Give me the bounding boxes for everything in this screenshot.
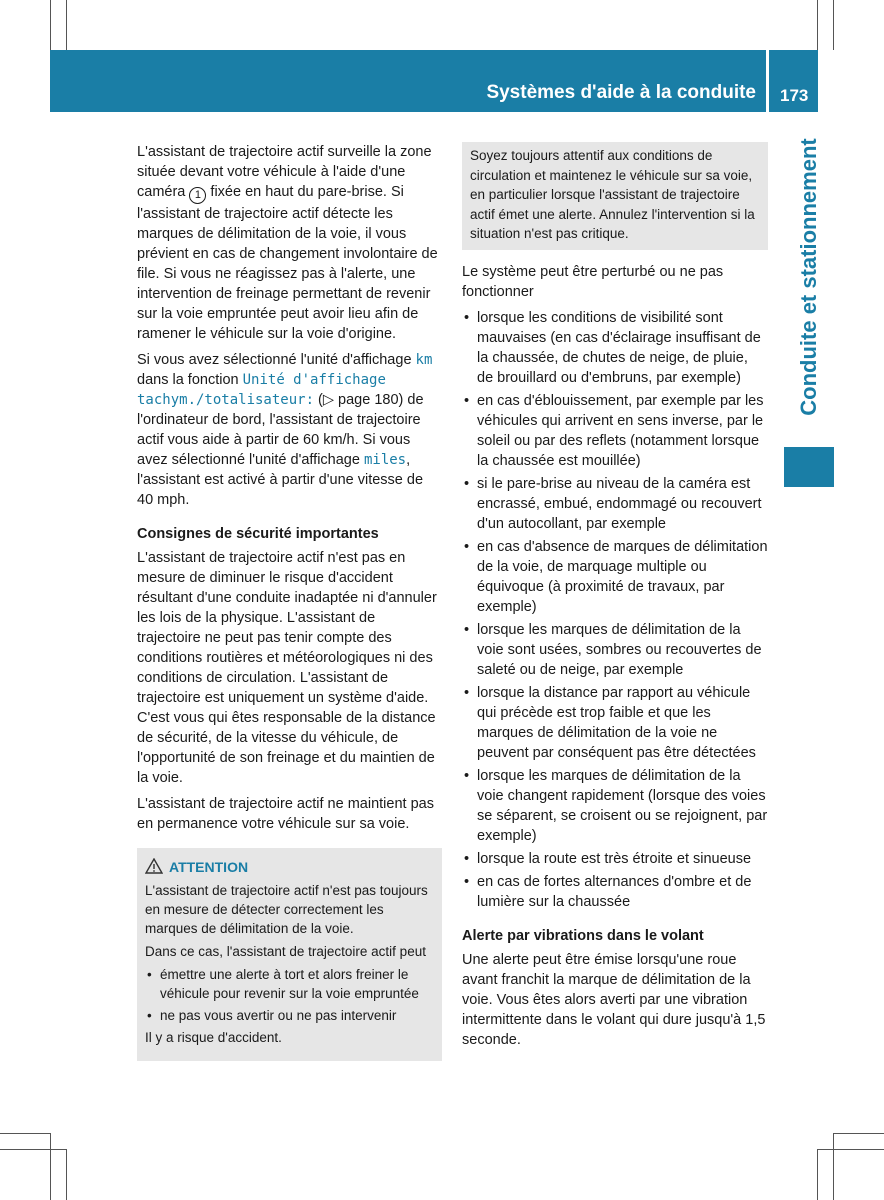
crop-mark [817,0,818,50]
crop-mark [834,1133,884,1134]
crop-mark [66,1149,67,1200]
unit-text: Si vous avez sélectionné l'unité d'affichage [137,352,412,368]
vibration-heading: Alerte par vibrations dans le volant [462,927,704,944]
unit-paragraph [137,350,442,510]
left-column [137,142,442,1061]
crop-mark [833,1133,834,1200]
intro-text: L'assistant de trajectoire actif surveille la zone située devant votre véhicule à l'aide d'une caméra [137,144,432,200]
list-item: • en cas d'absence de marques de délimitation de la voie, de marquage multiple ou équivoque (à proximité de travaux, par exemple) [462,537,768,617]
crop-mark [0,1149,66,1150]
attention-heading [145,858,434,877]
header-divider [766,50,769,112]
list-item: • lorsque les conditions de visibilité sont mauvaises (en cas d'éclairage insuffisant de la chaussée, de chutes de neige, de pluie, de brouillard ou d'embruns, par exemple) [462,308,768,388]
safety-paragraph: L'assistant de trajectoire actif n'est pas en mesure de diminuer le risque d'accident résultant d'une conduite inadaptée ni d'annuler les lois de la physique. L'assistant de trajectoire ne peut pas tenir compte des conditions routières et météorologiques ni des conditions de circulation. L'assistant de trajectoire est uniquement un système d'aide. C'est vous qui êtes responsable de la distance de sécurité, de la vitesse du véhicule, de l'opportunité de son freinage et du maintien de la voie. [137,550,437,786]
attention-box [137,848,442,1061]
safety-paragraph: L'assistant de trajectoire actif ne maintient pas en permanence votre véhicule sur sa voie. [137,796,434,832]
unit-text: (▷ page 180) de l'ordinateur de bord, l'assistant de trajectoire actif vous aide à partir de 60 km/h. Si vous avez sélectionné l'unité d'affichage [137,392,424,468]
intro-paragraph: Le système peut être perturbé ou ne pas fonctionner [462,263,724,300]
note-box [462,142,768,250]
attention-paragraph: Dans ce cas, l'assistant de trajectoire actif peut [145,944,426,959]
crop-mark [50,0,51,50]
function-name: Unité d'affichage tachym./totalisateur: [137,372,386,408]
attention-label: ATTENTION [169,859,249,875]
list-item: • lorsque les marques de délimitation de la voie changent rapidement (lorsque des voies se séparent, se croisent ou se rejoignent, par exemple) [462,766,768,846]
list-item: • en cas de fortes alternances d'ombre et de lumière sur la chaussée [462,872,768,912]
crop-mark [818,1149,884,1150]
note-text: Soyez toujours attentif aux conditions de circulation et maintenez le véhicule sur sa voie, en particulier lorsque l'assistant de trajectoire actif émet une alerte. Annulez l'intervention si la situation n'est pas critique. [470,148,755,241]
list-item: • lorsque la route est très étroite et sinueuse [462,849,768,869]
crop-mark [50,1133,51,1200]
warning-triangle-icon [145,858,163,874]
callout-number: 1 [189,187,206,204]
intro-paragraph [137,142,442,344]
list-item: • lorsque la distance par rapport au véhicule qui précède est trop faible et que les marques de délimitation de la voie ne peuvent par conséquent pas être détectées [462,683,768,763]
list-item: • si le pare-brise au niveau de la caméra est encrassé, embué, endommagé ou recouvert d'un autocollant, par exemple [462,474,768,534]
chapter-tab-label: Conduite et stationnement [796,138,821,416]
intro-text-cont: fixée en haut du pare-brise. Si l'assistant de trajectoire actif détecte les marques de délimitation de la voie, il vous prévient en cas de changement involontaire de file. Si vous ne réagissez pas à l'alerte, une intervention de freinage permettant de revenir sur la voie empruntée peut avoir lieu afin de ramener le véhicule sur la voie d'origine. [137,184,438,342]
chapter-tab-marker [784,447,834,487]
list-item: • émettre une alerte à tort et alors freiner le véhicule pour revenir sur la voie empruntée [145,965,434,1003]
crop-mark [833,0,834,50]
vibration-paragraph: Une alerte peut être émise lorsqu'une roue avant franchit la marque de délimitation de la voie. Vous êtes alors averti par une vibration intermittente dans le volant qui dure jusqu'à 1,5 seconde. [462,951,766,1048]
condition-list [462,308,768,912]
unit-miles: miles [363,452,407,468]
crop-mark [0,1133,50,1134]
chapter-tab [784,112,834,442]
section-title: Systèmes d'aide à la conduite [486,82,756,103]
list-item: • lorsque les marques de délimitation de la voie sont usées, sombres ou recouvertes de saleté ou de neige, par exemple [462,620,768,680]
list-item: • ne pas vous avertir ou ne pas intervenir [145,1006,434,1025]
attention-list [145,965,434,1025]
unit-text: dans la fonction [137,372,239,388]
safety-heading: Consignes de sécurité importantes [137,526,379,542]
unit-km: km [415,352,433,368]
unit-text: , l'assistant est activé à partir d'une vitesse de 40 mph. [137,452,424,508]
list-item: • en cas d'éblouissement, par exemple par les véhicules qui arrivent en sens inverse, par le soleil ou par des reflets (notamment lorsque la chaussée est mouillée) [462,391,768,471]
attention-paragraph: L'assistant de trajectoire actif n'est pas toujours en mesure de détecter correctement les marques de délimitation de la voie. [145,883,428,936]
crop-mark [66,0,67,50]
page-number: 173 [780,86,809,105]
crop-mark [817,1149,818,1200]
right-column [462,142,768,1056]
attention-paragraph: Il y a risque d'accident. [145,1030,282,1045]
